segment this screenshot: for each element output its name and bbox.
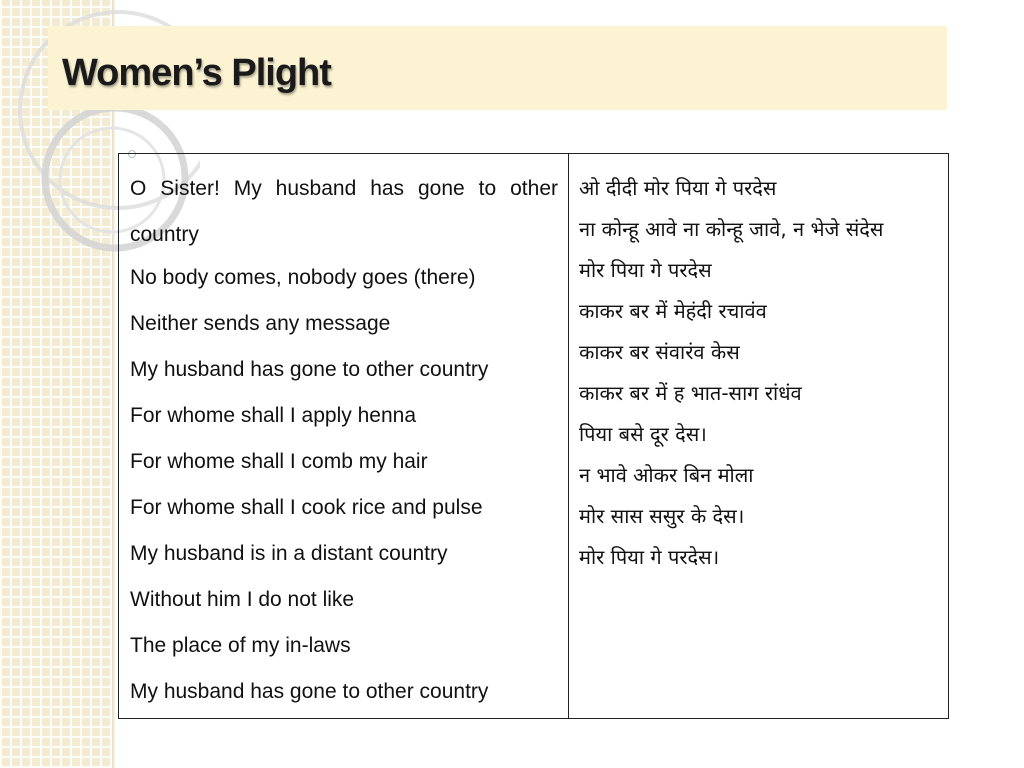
hindi-line: न भावे ओकर बिन मोला — [579, 463, 754, 487]
english-line: For whome shall I cook rice and pulse — [130, 496, 483, 519]
english-line: The place of my in-laws — [130, 634, 351, 657]
hindi-line: ओ दीदी मोर पिया गे परदेस — [579, 176, 777, 200]
table-row — [119, 154, 949, 719]
hindi-line: पिया बसे दूर देस। — [579, 422, 707, 446]
hindi-line: काकर बर संवारंव केस — [579, 340, 740, 364]
hindi-line: काकर बर में मेहंदी रचावंव — [579, 299, 767, 323]
english-line: O Sister! My husband has gone to other country — [130, 177, 558, 246]
lyrics-table — [118, 153, 949, 719]
english-line: My husband has gone to other country — [130, 358, 489, 381]
hindi-line: काकर बर में ह भात-साग रांधंव — [579, 381, 802, 405]
english-line: Without him I do not like — [130, 588, 355, 611]
english-line: My husband has gone to other country — [130, 680, 489, 703]
english-line: Neither sends any message — [130, 312, 391, 335]
english-line: For whome shall I comb my hair — [130, 450, 428, 473]
hindi-line: ना कोन्हू आवे ना कोन्हू जावे, न भेजे संदेस — [579, 217, 884, 241]
english-line: For whome shall I apply henna — [130, 404, 416, 427]
hindi-line: मोर पिया गे परदेस — [579, 258, 712, 282]
english-line: No body comes, nobody goes (there) — [130, 266, 476, 289]
english-column — [119, 154, 569, 719]
slide-title: Women’s Plight — [62, 52, 331, 94]
hindi-line: मोर पिया गे परदेस। — [579, 545, 720, 569]
english-line: My husband is in a distant country — [130, 542, 448, 565]
hindi-column — [569, 154, 949, 719]
hindi-line: मोर सास ससुर के देस। — [579, 504, 745, 528]
